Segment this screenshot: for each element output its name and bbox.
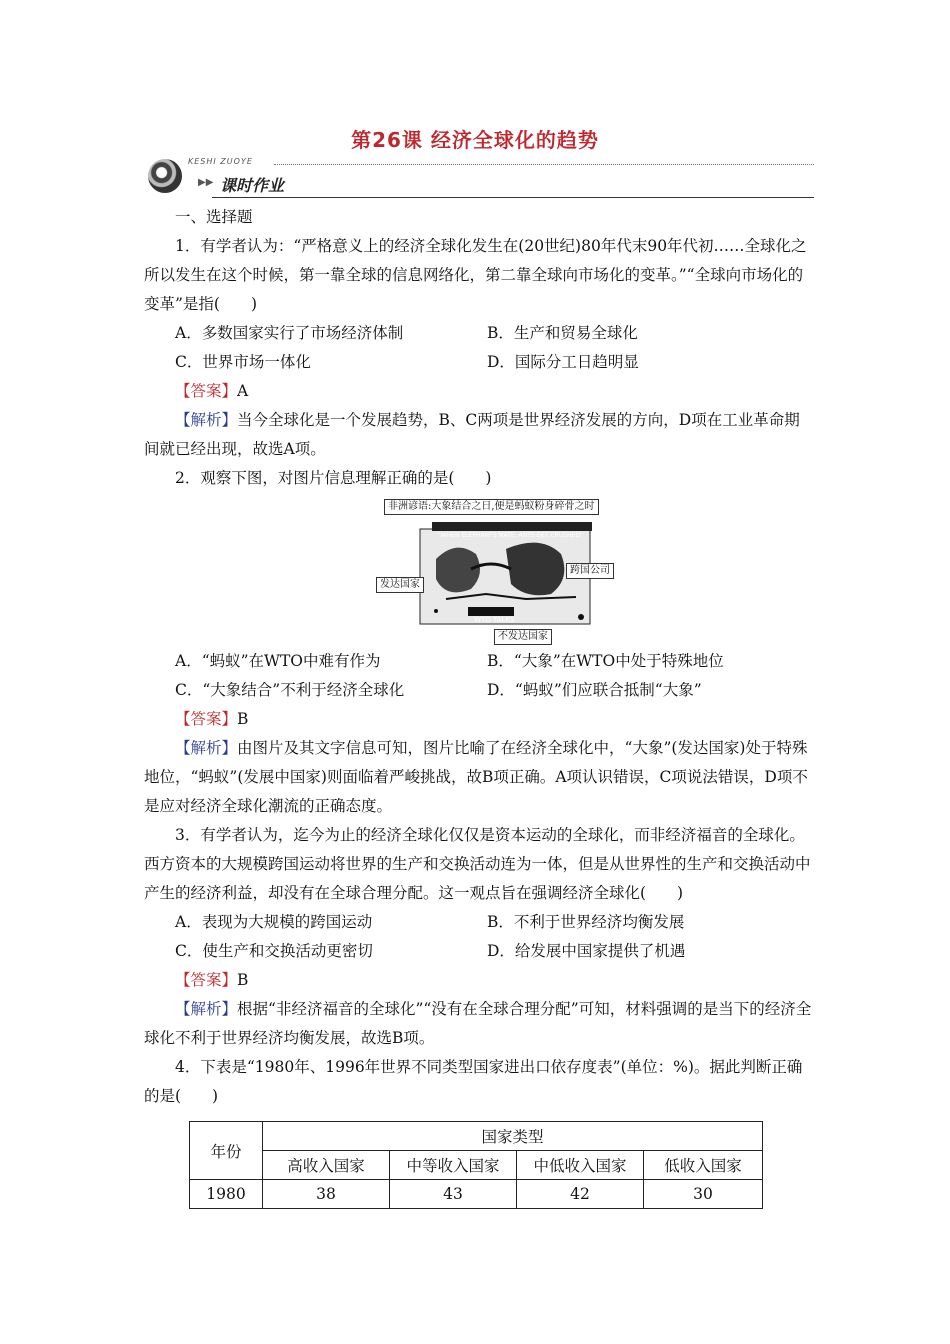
table-header-year: 年份	[190, 1122, 263, 1180]
option-c[interactable]: C．世界市场一体化	[175, 353, 311, 371]
dotted-divider	[274, 164, 814, 165]
wto-sign: WTO TALKS	[474, 616, 515, 624]
question-3-options	[144, 908, 812, 937]
table-cell: 30	[644, 1180, 763, 1209]
table-cell: 43	[390, 1180, 517, 1209]
option-d[interactable]: D．“蚂蚁”们应联合抵制“大象”	[487, 681, 702, 699]
question-2-answer	[144, 705, 812, 734]
question-2-options-row2	[144, 676, 812, 705]
option-c[interactable]: C．“大象结合”不利于经济全球化	[175, 681, 405, 699]
table-col-middle: 中等收入国家	[390, 1151, 517, 1180]
table-header-group: 国家类型	[263, 1122, 763, 1151]
option-d[interactable]: D．国际分工日趋明显	[487, 353, 639, 371]
arrow-icon: ▶▶	[198, 177, 214, 188]
question-1-answer	[144, 377, 812, 406]
figure-caption: 非洲谚语:大象结合之日,便是蚂蚁粉身碎骨之时	[384, 499, 599, 515]
gear-icon	[148, 159, 182, 193]
option-b[interactable]: B．不利于世界经济均衡发展	[487, 913, 685, 931]
question-3-options-row2	[144, 937, 812, 966]
page-title: 第26课 经济全球化的趋势	[351, 128, 599, 152]
dependency-table	[189, 1121, 763, 1209]
question-3-stem: 3．有学者认为，迄今为止的经济全球化仅仅是资本运动的全球化，而非经济福音的全球化。西方资本的大规模跨国运动将世界的生产和交换活动连为一体，但是从世界性的生产和交换活动中产生的经济利益，却没有在全球合理分配。这一观点旨在强调经济全球化( )	[144, 826, 811, 902]
label-underdeveloped: 不发达国家	[494, 629, 552, 645]
question-2-stem: 2．观察下图，对图片信息理解正确的是( )	[175, 469, 492, 487]
question-1-stem: 1．有学者认为：“严格意义上的经济全球化发生在(20世纪)80年代末90年代初……全球化之所以发生在这个时候，第一靠全球的信息网络化，第二靠全球向市场化的变革。”“全球向市场化的变革”是指( )	[144, 237, 807, 313]
analysis-text: 根据“非经济福音的全球化”“没有在全球合理分配”可知，材料强调的是当下的经济全球化不利于世界经济均衡发展，故选B项。	[144, 1000, 812, 1047]
answer-tag: 【答案】	[175, 971, 238, 989]
figure-banner-text: "WHEN ELEPHANTS MATE, ANTS GET CRUSHED"	[438, 532, 583, 539]
question-2-options	[144, 647, 812, 676]
answer-tag: 【答案】	[175, 710, 238, 728]
banner-english: KESHI ZUOYE	[188, 157, 253, 166]
analysis-tag: 【解析】	[175, 739, 238, 757]
answer-value: B	[237, 710, 249, 728]
worksheet-body	[144, 203, 812, 1111]
question-1-options	[144, 319, 812, 348]
banner-title: 课时作业	[220, 176, 285, 195]
table-col-low: 低收入国家	[644, 1151, 763, 1180]
option-c[interactable]: C．使生产和交换活动更密切	[175, 942, 373, 960]
solid-divider	[212, 197, 814, 198]
table-cell: 42	[517, 1180, 644, 1209]
option-a[interactable]: A．多数国家实行了市场经济体制	[175, 324, 404, 342]
question-1-analysis	[144, 406, 812, 464]
answer-value: A	[237, 382, 249, 400]
analysis-tag: 【解析】	[175, 1000, 238, 1018]
analysis-tag: 【解析】	[175, 411, 238, 429]
option-b[interactable]: B．生产和贸易全球化	[487, 324, 638, 342]
analysis-text: 由图片及其文字信息可知，图片比喻了在经济全球化中，“大象”(发达国家)处于特殊地位，“蚂蚁”(发展中国家)则面临着严峻挑战，故B项正确。A项认识错误，C项说法错误，D项不是应对经济全球化潮流的正确态度。	[144, 739, 808, 815]
section-heading: 一、选择题	[175, 208, 253, 226]
question-2-analysis	[144, 734, 812, 821]
analysis-text: 当今全球化是一个发展趋势，B、C两项是世界经济发展的方向，D项在工业革命期间就已经出现，故选A项。	[144, 411, 800, 458]
option-d[interactable]: D．给发展中国家提供了机遇	[487, 942, 686, 960]
table-cell: 38	[263, 1180, 390, 1209]
answer-tag: 【答案】	[175, 382, 238, 400]
question-3-answer	[144, 966, 812, 995]
table-cell-year: 1980	[190, 1180, 263, 1209]
question-4-stem: 4．下表是“1980年、1996年世界不同类型国家进出口依存度表”(单位：%)。据此判断正确的是( )	[144, 1058, 803, 1105]
label-multinationals: 跨国公司	[566, 563, 614, 579]
question-1-options-row2	[144, 348, 812, 377]
table-col-high: 高收入国家	[263, 1151, 390, 1180]
answer-value: B	[237, 971, 249, 989]
table-col-lower-middle: 中低收入国家	[517, 1151, 644, 1180]
label-developed-countries: 发达国家	[376, 577, 424, 593]
cartoon-figure	[376, 499, 616, 647]
option-a[interactable]: A．“蚂蚁”在WTO中难有作为	[175, 652, 381, 670]
option-b[interactable]: B．“大象”在WTO中处于特殊地位	[487, 652, 724, 670]
section-banner	[142, 155, 814, 199]
question-3-analysis	[144, 995, 812, 1053]
option-a[interactable]: A．表现为大规模的跨国运动	[175, 913, 373, 931]
table-row	[190, 1180, 763, 1209]
